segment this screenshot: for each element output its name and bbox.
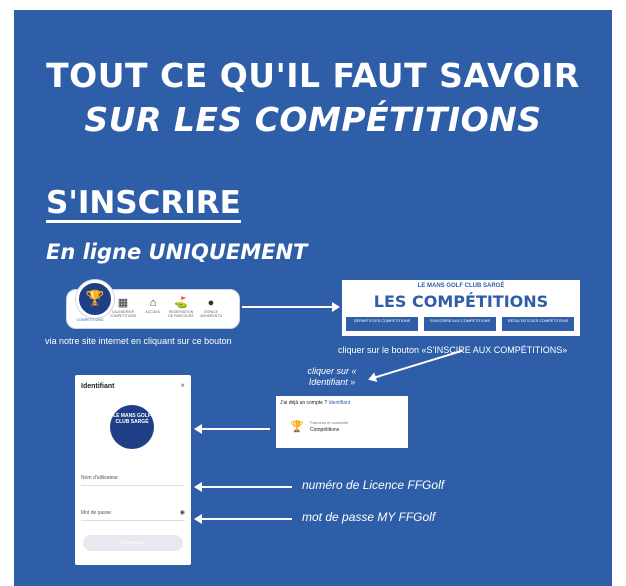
account-caption: cliquer sur « Identifiant » bbox=[307, 366, 357, 387]
nav-item-booking[interactable] bbox=[166, 296, 196, 318]
account-line-2: Compétitions bbox=[310, 427, 340, 433]
password-hint: mot de passe MY FFGolf bbox=[302, 510, 436, 524]
login-card bbox=[75, 375, 191, 565]
title-line-2: SUR LES COMPÉTITIONS bbox=[84, 100, 542, 139]
nav-item-home[interactable] bbox=[138, 296, 168, 314]
cup-icon: 🏆 bbox=[290, 421, 304, 433]
identifiant-link[interactable]: Identifiant bbox=[328, 400, 351, 406]
account-question bbox=[280, 400, 350, 406]
results-button[interactable]: RÉSULTATS DES COMPÉTITIONS bbox=[502, 317, 574, 331]
username-field[interactable]: Nom d'utilisateur bbox=[81, 475, 119, 481]
section-heading: S'INSCRIRE bbox=[46, 185, 241, 221]
password-underline bbox=[81, 520, 185, 521]
arrow-right-icon bbox=[242, 306, 338, 308]
username-underline bbox=[81, 485, 185, 486]
question-text: J'ai déjà un compte ? bbox=[280, 400, 328, 406]
login-header: Identifiant bbox=[81, 383, 115, 390]
nav-item-members[interactable] bbox=[196, 296, 226, 318]
arrow-left-icon bbox=[196, 428, 270, 430]
competitions-title: LES COMPÉTITIONS bbox=[373, 292, 549, 311]
golfer-icon: ⛳ bbox=[174, 297, 188, 309]
departs-button[interactable]: DÉPARTS DES COMPÉTITIONS bbox=[346, 317, 418, 331]
close-icon[interactable]: × bbox=[180, 381, 185, 390]
home-icon: ⌂ bbox=[149, 297, 157, 309]
username-hint: numéro de Licence FFGolf bbox=[302, 478, 445, 492]
user-icon: ● bbox=[207, 297, 215, 309]
competitions-card bbox=[342, 280, 580, 336]
nav-item-label: ESPACE ADHERENTS bbox=[200, 310, 222, 318]
password-field[interactable]: Mot de passe bbox=[81, 510, 112, 516]
register-competitions-button[interactable]: S'INSCRIRE AUX COMPÉTITIONS bbox=[424, 317, 496, 331]
logo-text: LE MANS GOLF CLUB SARGÉ bbox=[113, 413, 151, 425]
nav-item-competitions-label: COMPETITIONS bbox=[76, 318, 104, 322]
connexion-button[interactable]: Connexion bbox=[83, 535, 183, 551]
eye-icon[interactable]: ◉ bbox=[179, 510, 185, 516]
calendar-icon: ▦ bbox=[117, 297, 129, 309]
section-subheading: En ligne UNIQUEMENT bbox=[46, 240, 308, 264]
nav-item-label: ACCUEIL bbox=[145, 310, 161, 314]
club-name: LE MANS GOLF CLUB SARGÉ bbox=[417, 283, 505, 289]
arrow-left-icon bbox=[196, 486, 292, 488]
title-line-1: TOUT CE QU'IL FAUT SAVOIR bbox=[46, 56, 580, 95]
competitions-caption: cliquer sur le bouton «S'INSCIRE AUX COMPÉTITIONS» bbox=[338, 345, 568, 355]
club-logo bbox=[110, 405, 154, 449]
nav-caption: via notre site internet en cliquant sur ce bouton bbox=[45, 336, 232, 346]
arrow-left-icon bbox=[196, 518, 292, 520]
account-line-1: Parcours et connaître bbox=[310, 420, 349, 425]
nav-item-label: RESERVATION DE PARCOURS bbox=[168, 310, 194, 318]
nav-item-label: CALENDRIER COMPETITIONS bbox=[109, 310, 137, 318]
nav-item-calendar[interactable] bbox=[108, 296, 138, 318]
account-card bbox=[276, 396, 408, 448]
trophy-icon[interactable]: 🏆 bbox=[76, 280, 114, 318]
